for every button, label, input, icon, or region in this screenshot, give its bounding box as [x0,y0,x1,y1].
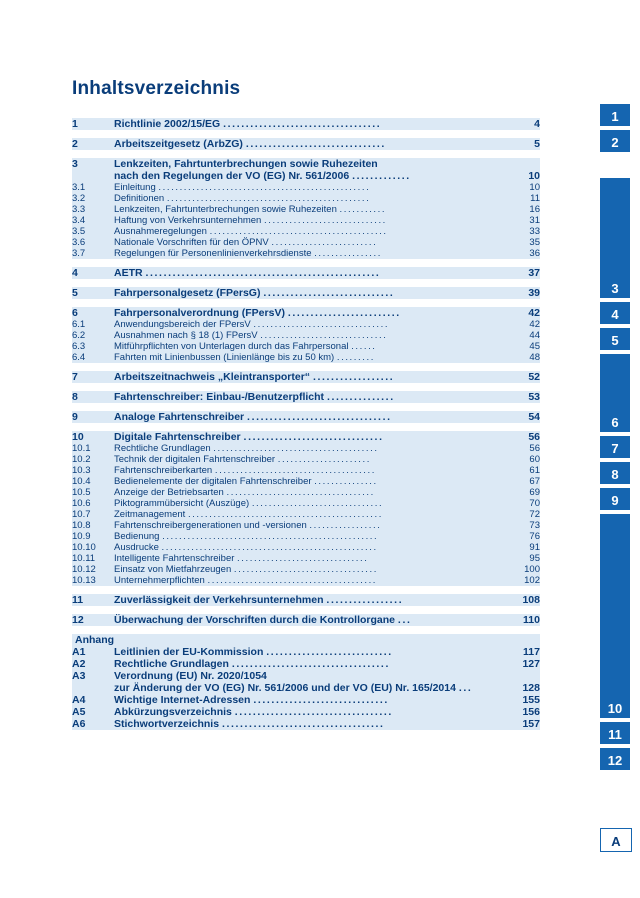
tab-4[interactable] [600,302,630,324]
toc-entry-title: Anzeige der Betriebsarten ................................... [114,487,506,498]
toc-entry-number: 5 [72,287,114,299]
toc-row[interactable] [72,138,540,150]
toc-entry-title: Piktogrammübersicht (Auszüge) ............................... [114,498,506,509]
toc-entry-number: 9 [72,411,114,423]
toc-spacer [72,279,540,287]
toc-row[interactable] [72,614,540,626]
tab-11[interactable] [600,722,630,744]
toc-entry-number: 3.4 [72,215,114,226]
toc-row[interactable] [72,118,540,130]
toc-entry-title: Ausnahmen nach § 18 (1) FPersV .............................. [114,330,506,341]
toc-row[interactable] [72,531,540,542]
tab-7[interactable] [600,436,630,458]
toc-entry-title: Lenkzeiten, Fahrtunterbrechungen sowie Ruhezeiten nach den Regelungen der VO (EG) Nr. 561/2006 ............. [114,158,506,182]
toc-entry-page: 33 [506,226,540,237]
toc-entry-title: Stichwortverzeichnis .................................... [114,718,506,730]
toc-entry-number: A2 [72,658,114,670]
toc-entry-page: 70 [506,498,540,509]
toc-entry-title: Fahrpersonalgesetz (FPersG) ............................. [114,287,506,299]
toc-spacer [72,259,540,267]
toc-entry-title: Anwendungsbereich der FPersV ................................ [114,319,506,330]
toc-entry-page: 45 [506,341,540,352]
toc-spacer [72,383,540,391]
toc-entry-number: 10.7 [72,509,114,520]
toc-entry-title: Definitionen ................................................ [114,193,506,204]
toc-spacer [72,299,540,307]
tab-label: 10 [607,701,623,716]
tab-label: 12 [607,753,623,768]
toc-entry-number: 6.3 [72,341,114,352]
toc-entry-title: Einsatz von Mietfahrzeugen .................................. [114,564,506,575]
appendix-heading: Anhang [72,634,540,646]
toc-row[interactable] [72,371,540,383]
toc-entry-page: 39 [506,287,540,299]
toc-entry-title: Bedienelemente der digitalen Fahrtenschreiber ............... [114,476,506,487]
toc-row[interactable] [72,287,540,299]
toc-row[interactable] [72,226,540,237]
toc-entry-page: 127 [506,658,540,670]
toc-row[interactable] [72,319,540,330]
tab-label: 6 [611,415,619,430]
toc-entry-title: Abkürzungsverzeichnis ................................... [114,706,506,718]
toc-entry-number: 6.2 [72,330,114,341]
toc-entry-title: Mitführpflichten von Unterlagen durch das Fahrpersonal ...... [114,341,506,352]
tab-label: 4 [611,307,619,322]
tab-1[interactable] [600,104,630,126]
toc-entry-title: Unternehmerpflichten ........................................ [114,575,506,586]
toc-entry-page: 95 [506,553,540,564]
toc-entry-title: Zuverlässigkeit der Verkehrsunternehmen ................. [114,594,506,606]
tab-9[interactable] [600,488,630,510]
toc-entry-number: A5 [72,706,114,718]
toc-entry-number: 3.1 [72,182,114,193]
toc-entry-title: Intelligente Fahrtenschreiber ............................... [114,553,506,564]
toc-entry-page: 37 [506,267,540,279]
tab-label: 11 [608,727,622,742]
toc-entry-page: 102 [506,575,540,586]
toc-entry-number: A1 [72,646,114,658]
toc-row[interactable] [72,454,540,465]
toc-row[interactable] [72,465,540,476]
toc-entry-number: 3.2 [72,193,114,204]
toc-row[interactable] [72,670,540,694]
toc-row[interactable] [72,341,540,352]
toc-entry-title: Arbeitszeitnachweis „Kleintransporter“ .................. [114,371,506,383]
toc-entry-number: 10 [72,431,114,443]
toc-entry-title: Überwachung der Vorschriften durch die Kontrollorgane ... [114,614,506,626]
toc-entry-page: 44 [506,330,540,341]
appendix-heading-row [72,634,540,646]
toc-entry-page: 52 [506,371,540,383]
toc-entry-title: Einleitung .................................................. [114,182,506,193]
toc-entry-title: Richtlinie 2002/15/EG ................................... [114,118,506,130]
toc-entry-page: 117 [506,646,540,658]
tab-10[interactable] [600,514,630,718]
toc-entry-number: 3.5 [72,226,114,237]
toc-entry-page: 31 [506,215,540,226]
toc-entry-page: 54 [506,411,540,423]
toc-spacer [72,403,540,411]
toc-spacer [72,586,540,594]
toc-entry-page: 100 [506,564,540,575]
toc-row[interactable] [72,564,540,575]
toc-entry-number: 8 [72,391,114,403]
toc-row[interactable] [72,204,540,215]
toc-entry-title: Arbeitszeitgesetz (ArbZG) ............................... [114,138,506,150]
toc-entry-number: 1 [72,118,114,130]
toc-row[interactable] [72,476,540,487]
tab-label: 3 [611,281,619,296]
toc-entry-page: 73 [506,520,540,531]
toc-entry-number: 10.2 [72,454,114,465]
toc-row[interactable] [72,248,540,259]
toc-entry-page: 108 [506,594,540,606]
toc-entry-number: 3.3 [72,204,114,215]
toc-row[interactable] [72,352,540,363]
toc-row[interactable] [72,520,540,531]
toc-entry-page: 69 [506,487,540,498]
toc-entry-number: 10.13 [72,575,114,586]
toc-entry-page: 91 [506,542,540,553]
toc-entry-title: Haftung von Verkehrsunternehmen ............................. [114,215,506,226]
toc-row[interactable] [72,443,540,454]
toc-entry-page: 53 [506,391,540,403]
toc-spacer [72,130,540,138]
toc-spacer [72,606,540,614]
tab-label: 7 [611,441,619,456]
toc-entry-number: 10.3 [72,465,114,476]
toc-entry-title: Digitale Fahrtenschreiber ............................... [114,431,506,443]
table-of-contents [72,78,540,730]
toc-row[interactable] [72,237,540,248]
toc-entry-number: 6 [72,307,114,319]
toc-entry-page: 42 [506,319,540,330]
toc-entry-number: 3.6 [72,237,114,248]
tab-label: 8 [611,467,619,482]
toc-entry-page: 56 [506,431,540,443]
toc-entry-title: Rechtliche Grundlagen ................................... [114,658,506,670]
toc-entry-page: 157 [506,718,540,730]
tab-6[interactable] [600,354,630,432]
toc-entry-number: 6.4 [72,352,114,363]
toc-row[interactable] [72,431,540,443]
toc-entry-number: 10.12 [72,564,114,575]
page-title: Inhaltsverzeichnis [72,78,241,99]
toc-row[interactable] [72,646,540,658]
toc-entry-title: Fahrtenschreibergenerationen und -versionen ................. [114,520,506,531]
tab-label: 2 [611,135,619,150]
toc-entry-title: Rechtliche Grundlagen ....................................... [114,443,506,454]
toc-entry-number: 10.1 [72,443,114,454]
toc-row[interactable] [72,509,540,520]
toc-entry-title: Bedienung ................................................... [114,531,506,542]
toc-entry-number: 11 [72,594,114,606]
tab-2[interactable] [600,130,630,152]
toc-entry-title: Nationale Vorschriften für den ÖPNV ......................... [114,237,506,248]
toc-entry-title: Fahrten mit Linienbussen (Linienlänge bis zu 50 km) ......... [114,352,506,363]
toc-entry-number: 10.5 [72,487,114,498]
toc-entry-page: 67 [506,476,540,487]
toc-entry-title: Fahrtenschreiberkarten ...................................... [114,465,506,476]
toc-spacer [72,423,540,431]
toc-entry-title: AETR .................................................... [114,267,506,279]
toc-row[interactable] [72,694,540,706]
toc-entry-number: 3.7 [72,248,114,259]
toc-entry-page: 42 [506,307,540,319]
toc-entry-number: A4 [72,694,114,706]
toc-row[interactable] [72,542,540,553]
toc-entry-page: 5 [506,138,540,150]
toc-entry-title: Verordnung (EU) Nr. 2020/1054 zur Änderung der VO (EG) Nr. 561/2006 und der VO (EU) Nr. 165/2014 ... [114,670,506,694]
toc-entry-title: Lenkzeiten, Fahrtunterbrechungen sowie Ruhezeiten ........... [114,204,506,215]
toc-row[interactable] [72,594,540,606]
tab-label: 9 [611,493,619,508]
toc-row[interactable] [72,498,540,509]
toc-entry-page: 61 [506,465,540,476]
toc-row[interactable] [72,267,540,279]
toc-row[interactable] [72,658,540,670]
toc-row[interactable] [72,182,540,193]
toc-row[interactable] [72,553,540,564]
toc-entry-number: 12 [72,614,114,626]
toc-row[interactable] [72,193,540,204]
toc-entry-page: 10 [506,158,540,182]
toc-row[interactable] [72,158,540,182]
toc-row[interactable] [72,215,540,226]
toc-entry-page: 16 [506,204,540,215]
toc-spacer [72,363,540,371]
toc-row[interactable] [72,487,540,498]
toc-row[interactable] [72,307,540,319]
tab-8[interactable] [600,462,630,484]
toc-row[interactable] [72,575,540,586]
toc-table [72,118,540,730]
toc-entry-title: Ausnahmeregelungen .......................................... [114,226,506,237]
tab-strip [600,104,634,852]
tab-12[interactable] [600,748,630,770]
toc-row[interactable] [72,706,540,718]
toc-entry-page: 35 [506,237,540,248]
toc-entry-title: Analoge Fahrtenschreiber ................................ [114,411,506,423]
tab-3[interactable] [600,178,630,298]
toc-entry-title: Fahrpersonalverordnung (FPersV) ......................... [114,307,506,319]
toc-entry-page: 10 [506,182,540,193]
toc-entry-page: 110 [506,614,540,626]
toc-entry-page: 155 [506,694,540,706]
toc-entry-number: 10.4 [72,476,114,487]
toc-entry-page: 156 [506,706,540,718]
toc-entry-title: Technik der digitalen Fahrtenschreiber ...................... [114,454,506,465]
toc-entry-title: Fahrtenschreiber: Einbau-/Benutzerpflicht ............... [114,391,506,403]
tab-a[interactable] [600,828,632,852]
toc-entry-number: 6.1 [72,319,114,330]
toc-entry-number: 10.8 [72,520,114,531]
toc-spacer [72,150,540,158]
tab-5[interactable] [600,328,630,350]
toc-entry-page: 11 [506,193,540,204]
toc-entry-page: 128 [506,670,540,694]
toc-entry-number: 2 [72,138,114,150]
toc-entry-page: 36 [506,248,540,259]
toc-entry-title: Wichtige Internet-Adressen .............................. [114,694,506,706]
toc-entry-page: 4 [506,118,540,130]
toc-entry-number: 10.6 [72,498,114,509]
toc-entry-title: Ausdrucke ................................................... [114,542,506,553]
toc-entry-page: 48 [506,352,540,363]
toc-row[interactable] [72,391,540,403]
toc-entry-number: 7 [72,371,114,383]
tab-label: 1 [611,109,619,124]
tab-label: 5 [611,333,619,348]
toc-entry-number: 4 [72,267,114,279]
toc-entry-number: 10.10 [72,542,114,553]
tab-label: A [611,834,621,849]
toc-entry-number: 3 [72,158,114,182]
toc-entry-number: A6 [72,718,114,730]
toc-entry-page: 72 [506,509,540,520]
toc-entry-title: Leitlinien der EU-Kommission ............................ [114,646,506,658]
toc-row[interactable] [72,411,540,423]
toc-entry-title: Regelungen für Personenlinienverkehrsdienste ................ [114,248,506,259]
toc-row[interactable] [72,330,540,341]
toc-entry-number: 10.11 [72,553,114,564]
toc-entry-page: 60 [506,454,540,465]
toc-row[interactable] [72,718,540,730]
toc-entry-number: 10.9 [72,531,114,542]
toc-entry-page: 76 [506,531,540,542]
toc-entry-page: 56 [506,443,540,454]
toc-spacer [72,626,540,634]
toc-entry-title: Zeitmanagement .............................................. [114,509,506,520]
toc-entry-number: A3 [72,670,114,694]
